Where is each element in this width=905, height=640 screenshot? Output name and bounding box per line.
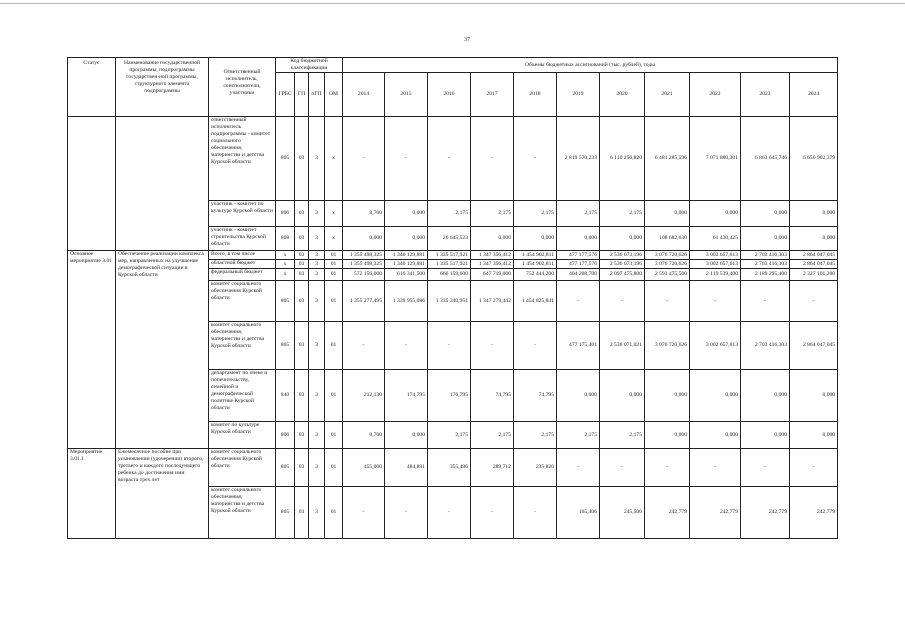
row-value-2024: 242,779 xyxy=(790,487,838,539)
row-value-2018: 1 454 902,811 xyxy=(514,251,557,260)
row-code-cell: 805 xyxy=(276,322,295,370)
row-value-2018: 752 444,200 xyxy=(514,269,557,281)
row-value-2021: - xyxy=(645,449,690,487)
row-value-2020: 2 536 073,196 xyxy=(600,260,645,269)
row-value-2014: 1 355 277,495 xyxy=(343,281,385,322)
row-code-cell: 01 xyxy=(325,269,343,281)
row-value-2019: 0,000 xyxy=(557,227,600,251)
row-value-2020: 2,175 xyxy=(600,422,645,449)
header-year-2022: 2022 xyxy=(690,73,741,117)
row-value-2022: 3 002 657,613 xyxy=(690,322,741,370)
row-code-cell: х xyxy=(325,117,343,201)
row-value-2017: 0,000 xyxy=(471,227,514,251)
row-value-2016: 355,496 xyxy=(428,449,471,487)
header-year-2019: 2019 xyxy=(557,73,600,117)
table-row xyxy=(68,449,838,487)
row-value-2015: 616 341,500 xyxy=(385,269,428,281)
row-code-cell: х xyxy=(276,251,295,260)
row-executor: Всего, в том числе xyxy=(209,251,276,260)
row-value-2015: 0,000 xyxy=(385,422,428,449)
row-code-cell: 840 xyxy=(276,370,295,422)
row-value-2023: 2 189 295,400 xyxy=(741,269,790,281)
row-value-2018: 235,826 xyxy=(514,449,557,487)
row-value-2017: 1 347 279,442 xyxy=(471,281,514,322)
row-code-cell: 03 xyxy=(295,449,309,487)
row-value-2023: 0,000 xyxy=(741,227,790,251)
row-code-cell: 03 xyxy=(295,260,309,269)
row-value-2019: 2,175 xyxy=(557,201,600,227)
row-value-2021: 3 076 720,626 xyxy=(645,260,690,269)
row-value-2018: - xyxy=(514,487,557,539)
header-year-2015: 2015 xyxy=(385,73,428,117)
row-value-2019: 165,406 xyxy=(557,487,600,539)
row-value-2015: - xyxy=(385,322,428,370)
row-value-2022: - xyxy=(690,449,741,487)
row-value-2016: - xyxy=(428,117,471,201)
row-value-2015: 484,881 xyxy=(385,449,428,487)
row-value-2014: 455,000 xyxy=(343,449,385,487)
row-value-2017: - xyxy=(471,117,514,201)
row-value-2015: 0,000 xyxy=(385,201,428,227)
row-code-cell: 03 xyxy=(295,269,309,281)
row-value-2018: 74,795 xyxy=(514,370,557,422)
row-code-cell: 3 xyxy=(309,260,325,269)
row-value-2018: 2,175 xyxy=(514,422,557,449)
row-code-cell: 01 xyxy=(325,449,343,487)
row-code-cell: 01 xyxy=(325,422,343,449)
row-value-2024: 0,000 xyxy=(790,227,838,251)
table-row xyxy=(68,117,838,201)
row-value-2014: 8,700 xyxy=(343,422,385,449)
budget-allocation-table xyxy=(67,57,838,539)
row-value-2017: 74,795 xyxy=(471,370,514,422)
row-code-cell: 01 xyxy=(325,251,343,260)
row-value-2017: - xyxy=(471,322,514,370)
row-executor: комитет по культуре Курской области xyxy=(209,422,276,449)
row-code-cell: 805 xyxy=(276,117,295,201)
row-executor: комитет социального обеспечения, материнства и детства Курской области xyxy=(209,487,276,539)
row-value-2020: 6 110 256,820 xyxy=(600,117,645,201)
row-value-2015: 0,000 xyxy=(385,227,428,251)
row-value-2015: 1 340 129,881 xyxy=(385,260,428,269)
row-executor: федеральный бюджет xyxy=(209,269,276,281)
row-value-2020: 245,500 xyxy=(600,487,645,539)
row-code-cell: 01 xyxy=(325,370,343,422)
row-code-cell: 805 xyxy=(276,487,295,539)
row-value-2017: 289,712 xyxy=(471,449,514,487)
row-value-2019: - xyxy=(557,281,600,322)
row-value-2020: 2 097 475,800 xyxy=(600,269,645,281)
row-code-cell: 01 xyxy=(325,260,343,269)
page-number: 37 xyxy=(464,37,470,43)
row-value-2024: 0,000 xyxy=(790,201,838,227)
row-value-2023: 0,000 xyxy=(741,201,790,227)
row-value-2021: 6 481 285,596 xyxy=(645,117,690,201)
row-code-cell: х xyxy=(325,227,343,251)
row-code-cell: 3 xyxy=(309,281,325,322)
row-value-2016: 176,795 xyxy=(428,370,471,422)
row-executor: комитет социального обеспечения, материнства и детства Курской области xyxy=(209,322,276,370)
row-code-cell: 3 xyxy=(309,251,325,260)
row-status: Основное мероприятие 3.01 xyxy=(68,251,116,449)
row-value-2024: 2 864 047,045 xyxy=(790,251,838,260)
row-code-cell: 03 xyxy=(295,227,309,251)
row-value-2023: 2 703 416,303 xyxy=(741,251,790,260)
row-code-cell: 805 xyxy=(276,281,295,322)
row-value-2021: - xyxy=(645,281,690,322)
row-code-cell: 3 xyxy=(309,269,325,281)
row-code-cell: 3 xyxy=(309,201,325,227)
row-executor: ответственный исполнитель подпрограммы - комитет социального обеспечения, материнства и детства Курской области xyxy=(209,117,276,201)
row-executor: департамент по опеке и попечительству, семейной и демографической политике Курской области xyxy=(209,370,276,422)
row-value-2021: 3 076 720,626 xyxy=(645,251,690,260)
row-value-2017: 2,175 xyxy=(471,201,514,227)
row-code-cell: 3 xyxy=(309,117,325,201)
header-budget-code: Код бюджетной классификации xyxy=(276,58,343,73)
row-value-2023: 6 863 645,746 xyxy=(741,117,790,201)
row-value-2018: - xyxy=(514,117,557,201)
row-value-2024: - xyxy=(790,281,838,322)
header-status: Статус xyxy=(68,58,116,117)
row-value-2022: - xyxy=(690,281,741,322)
header-year-2023: 2023 xyxy=(741,73,790,117)
row-program-name: Ежемесячное пособие при усыновлении (удочерении) второго, третьего и каждого последующего ребенка до достижения ими возраста трех лет xyxy=(116,449,209,539)
row-value-2016: 26 645,523 xyxy=(428,227,471,251)
row-code-cell: х xyxy=(276,269,295,281)
header-code-0: ГРБС xyxy=(276,73,295,117)
row-value-2014: - xyxy=(343,322,385,370)
row-code-cell: 03 xyxy=(295,370,309,422)
row-value-2017: - xyxy=(471,487,514,539)
row-code-cell: 3 xyxy=(309,370,325,422)
row-value-2020: - xyxy=(600,281,645,322)
row-code-cell: 3 xyxy=(309,322,325,370)
row-value-2020: 2,175 xyxy=(600,201,645,227)
row-value-2021: 2 593 475,500 xyxy=(645,269,690,281)
row-code-cell: 03 xyxy=(295,281,309,322)
row-value-2023: 0,000 xyxy=(741,370,790,422)
header-code-1: ГП xyxy=(295,73,309,117)
header-executor: Ответственный исполнитель, соисполнители, участники xyxy=(209,58,276,117)
row-value-2019: 477 177,576 xyxy=(557,260,600,269)
row-value-2016: - xyxy=(428,322,471,370)
row-value-2016: 1 335 340,951 xyxy=(428,281,471,322)
row-value-2019: 404 208,700 xyxy=(557,269,600,281)
row-value-2022: 0,000 xyxy=(690,201,741,227)
header-year-2024: 2024 xyxy=(790,73,838,117)
row-value-2019: 2,175 xyxy=(557,422,600,449)
header-code-2: пГП xyxy=(309,73,325,117)
row-value-2018: 2,175 xyxy=(514,201,557,227)
row-value-2017: 1 347 356,412 xyxy=(471,251,514,260)
row-code-cell: 806 xyxy=(276,201,295,227)
row-value-2024: 0,000 xyxy=(790,422,838,449)
row-code-cell: 805 xyxy=(276,449,295,487)
row-code-cell: 3 xyxy=(309,227,325,251)
row-code-cell: 03 xyxy=(295,487,309,539)
row-value-2020: 2 536 071,021 xyxy=(600,322,645,370)
row-value-2021: 3 076 720,626 xyxy=(645,322,690,370)
row-value-2016: 2,175 xyxy=(428,422,471,449)
header-volumes: Объемы бюджетных ассигнований (тыс. рублей), годы xyxy=(343,58,838,73)
row-code-cell: 03 xyxy=(295,322,309,370)
page-top-border xyxy=(0,3,905,4)
row-value-2014: - xyxy=(343,117,385,201)
row-value-2024: 0,000 xyxy=(790,370,838,422)
row-value-2019: 477 177,576 xyxy=(557,251,600,260)
row-value-2016: - xyxy=(428,487,471,539)
row-value-2024: 2 864 047,045 xyxy=(790,260,838,269)
row-value-2014: 1 355 498,325 xyxy=(343,251,385,260)
row-executor: участник - комитет по культуре Курской области xyxy=(209,201,276,227)
row-value-2022: 7 071 880,301 xyxy=(690,117,741,201)
row-code-cell: х xyxy=(325,201,343,227)
row-value-2021: 242,779 xyxy=(645,487,690,539)
row-value-2024: 2 327 101,200 xyxy=(790,269,838,281)
row-code-cell: 01 xyxy=(325,281,343,322)
row-value-2022: 242,779 xyxy=(690,487,741,539)
row-value-2015: 1 340 129,881 xyxy=(385,251,428,260)
row-value-2017: 647 719,000 xyxy=(471,269,514,281)
row-value-2023: 242,779 xyxy=(741,487,790,539)
row-value-2023: 0,000 xyxy=(741,422,790,449)
row-value-2024: 2 864 047,045 xyxy=(790,322,838,370)
row-value-2023: 2 703 416,303 xyxy=(741,260,790,269)
row-value-2021: 0,000 xyxy=(645,201,690,227)
row-value-2023: 2 703 416,303 xyxy=(741,322,790,370)
row-value-2019: - xyxy=(557,449,600,487)
header-code-3: ОМ xyxy=(325,73,343,117)
row-value-2014: 212,130 xyxy=(343,370,385,422)
row-value-2022: 2 119 539,400 xyxy=(690,269,741,281)
row-value-2014: - xyxy=(343,487,385,539)
row-executor: комитет социального обеспечения Курской области xyxy=(209,449,276,487)
row-program-name xyxy=(116,117,209,251)
row-value-2023: - xyxy=(741,449,790,487)
header-year-2020: 2020 xyxy=(600,73,645,117)
row-value-2022: 61 430,425 xyxy=(690,227,741,251)
row-value-2023: - xyxy=(741,281,790,322)
row-program-name: Обеспечение реализации комплекса мер, направленных на улучшение демографической ситуации в Курской области xyxy=(116,251,209,449)
row-value-2019: 0,000 xyxy=(557,370,600,422)
row-value-2016: 666 159,600 xyxy=(428,269,471,281)
row-value-2018: 0,000 xyxy=(514,227,557,251)
row-code-cell: 03 xyxy=(295,251,309,260)
row-value-2014: 572 156,000 xyxy=(343,269,385,281)
row-value-2022: 3 002 657,613 xyxy=(690,251,741,260)
row-code-cell: 01 xyxy=(325,487,343,539)
row-code-cell: х xyxy=(276,260,295,269)
row-value-2018: - xyxy=(514,322,557,370)
header-year-2014: 2014 xyxy=(343,73,385,117)
row-value-2020: 2 536 073,196 xyxy=(600,251,645,260)
row-value-2014: 8,700 xyxy=(343,201,385,227)
row-value-2024: - xyxy=(790,449,838,487)
row-value-2022: 0,000 xyxy=(690,422,741,449)
row-value-2020: - xyxy=(600,449,645,487)
row-value-2019: 2 819 570,233 xyxy=(557,117,600,201)
row-value-2016: 1 335 517,921 xyxy=(428,260,471,269)
row-value-2020: 0,000 xyxy=(600,227,645,251)
header-year-2018: 2018 xyxy=(514,73,557,117)
row-value-2015: - xyxy=(385,117,428,201)
row-code-cell: 01 xyxy=(325,322,343,370)
row-code-cell: 03 xyxy=(295,201,309,227)
row-value-2022: 0,000 xyxy=(690,370,741,422)
header-year-2021: 2021 xyxy=(645,73,690,117)
row-code-cell: 03 xyxy=(295,422,309,449)
row-code-cell: 3 xyxy=(309,487,325,539)
header-year-2017: 2017 xyxy=(471,73,514,117)
row-value-2015: 1 339 955,086 xyxy=(385,281,428,322)
header-name: Наименование государственной программы, подпрограммы государствен-ной программы, структурного элемента подпрограммы xyxy=(116,58,209,117)
budget-table-container xyxy=(67,57,838,539)
row-value-2021: 0,000 xyxy=(645,370,690,422)
row-value-2014: 1 355 498,325 xyxy=(343,260,385,269)
row-executor: комитет социального обеспечения Курской области xyxy=(209,281,276,322)
row-value-2021: 108 682,630 xyxy=(645,227,690,251)
row-executor: областной бюджет xyxy=(209,260,276,269)
row-code-cell: 3 xyxy=(309,449,325,487)
row-status xyxy=(68,117,116,251)
row-value-2021: 0,000 xyxy=(645,422,690,449)
row-value-2016: 1 335 517,921 xyxy=(428,251,471,260)
row-value-2020: 0,000 xyxy=(600,370,645,422)
row-value-2015: - xyxy=(385,487,428,539)
row-code-cell: 808 xyxy=(276,227,295,251)
row-code-cell: 3 xyxy=(309,422,325,449)
row-value-2017: 2,175 xyxy=(471,422,514,449)
row-value-2016: 2,175 xyxy=(428,201,471,227)
row-code-cell: 03 xyxy=(295,117,309,201)
row-value-2018: 1 454 825,841 xyxy=(514,281,557,322)
row-value-2015: 174,795 xyxy=(385,370,428,422)
row-status: Мероприятие 3.01.1 xyxy=(68,449,116,539)
row-value-2018: 1 454 902,811 xyxy=(514,260,557,269)
row-code-cell: 806 xyxy=(276,422,295,449)
row-executor: участник - комитет строительства Курской области xyxy=(209,227,276,251)
table-row xyxy=(68,251,838,260)
row-value-2017: 1 347 356,412 xyxy=(471,260,514,269)
row-value-2019: 477 175,401 xyxy=(557,322,600,370)
row-value-2022: 3 002 657,613 xyxy=(690,260,741,269)
header-year-2016: 2016 xyxy=(428,73,471,117)
row-value-2014: 0,000 xyxy=(343,227,385,251)
row-value-2024: 6 650 902,379 xyxy=(790,117,838,201)
